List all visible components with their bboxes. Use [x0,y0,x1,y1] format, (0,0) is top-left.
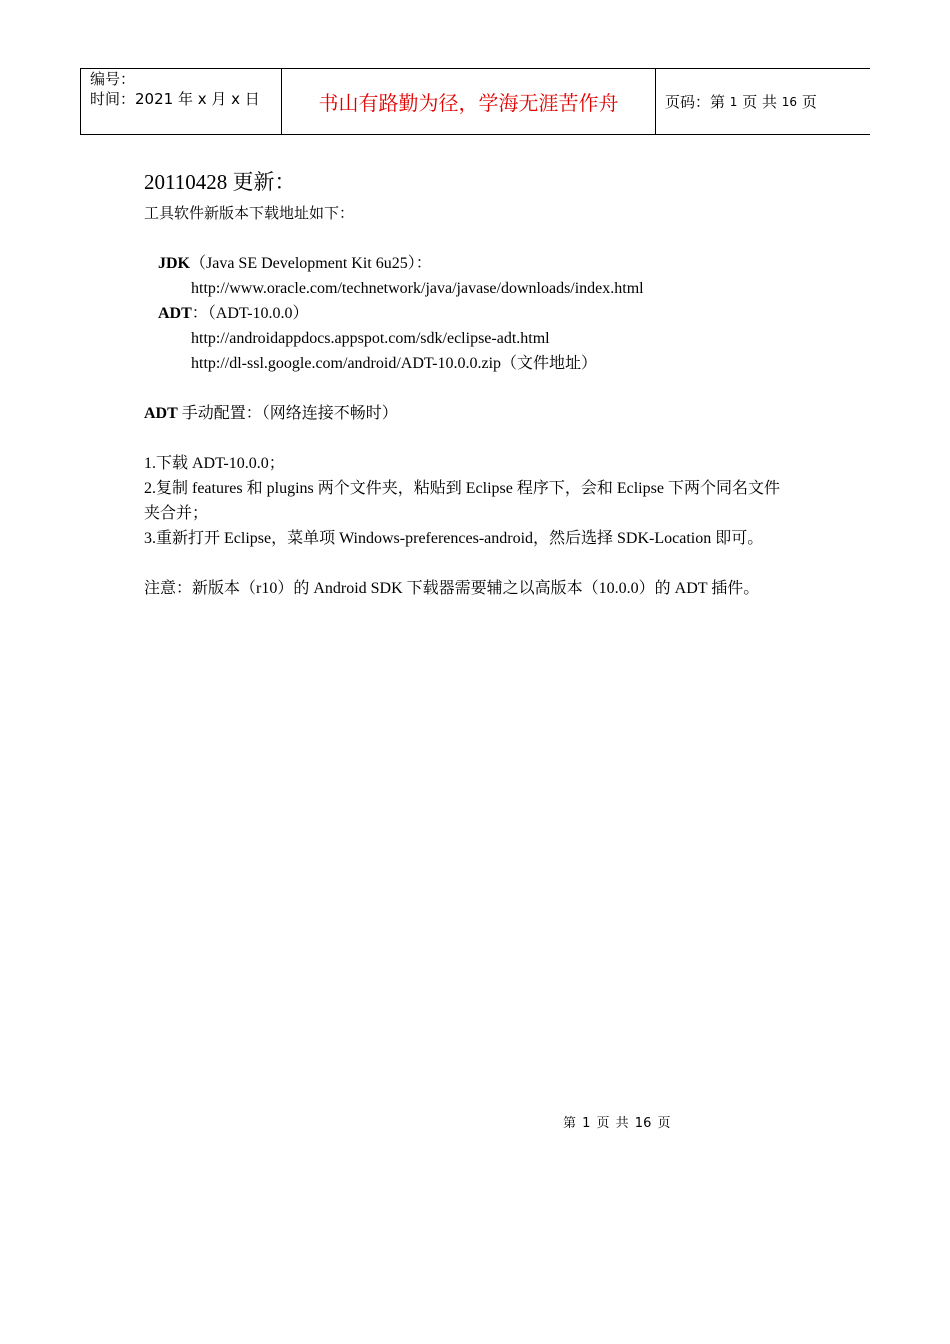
motto-text: 书山有路勤为径，学海无涯苦作舟 [318,91,619,115]
header-motto-cell [282,69,656,134]
step-2: 2.复制 features 和 plugins 两个文件夹，粘贴到 Eclipse 程序下，会和 Eclipse 下两个同名文件 [144,480,780,497]
page-prefix: 页码：第 [665,93,726,111]
download-intro: 工具软件新版本下载地址如下： [144,204,355,222]
page-mid: 页 共 [742,93,777,111]
adt-docs-url[interactable]: http://androidappdocs.appspot.com/sdk/eclipse-adt.html [191,330,550,347]
header-page-cell [656,69,870,134]
header-meta-cell [81,69,282,134]
manual-config-label: ADT [144,405,178,422]
header-table [80,68,870,135]
manual-config-line [144,401,814,426]
page-suffix: 页 [801,93,817,111]
serial-label: 编号： [90,70,136,88]
adt-label: ADT [158,305,192,322]
spacer [144,551,814,576]
spacer [144,376,814,401]
jdk-line [144,251,814,276]
adt-description: ：（ADT-10.0.0） [191,305,309,322]
jdk-url[interactable]: http://www.oracle.com/technetwork/java/javase/downloads/index.html [191,280,644,297]
document-body [144,165,814,601]
step-3: 3.重新打开 Eclipse，菜单项 Windows-preferences-android，然后选择 SDK-Location 即可。 [144,530,764,547]
jdk-label: JDK [158,255,190,272]
adt-zip-url[interactable]: http://dl-ssl.google.com/android/ADT-10.0.0.zip（文件地址） [191,355,598,372]
jdk-description: （Java SE Development Kit 6u25）： [190,255,432,272]
page-footer: 第 1 页 共 16 页 [563,1116,671,1131]
page-number: 1 [729,94,738,109]
update-heading: 20110428 更新： [144,170,296,194]
adt-line [144,301,814,326]
compatibility-note: 注意：新版本（r10）的 Android SDK 下载器需要辅之以高版本（10.0.0）的 ADT 插件。 [144,580,760,597]
spacer [144,426,814,451]
date-label: 时间：2021 年 x 月 x 日 [90,90,260,108]
page-total: 16 [781,94,798,109]
step-1: 1.下载 ADT-10.0.0； [144,455,285,472]
step-2-continued: 夹合并； [144,505,209,522]
manual-config-description: 手动配置：（网络连接不畅时） [177,405,398,422]
